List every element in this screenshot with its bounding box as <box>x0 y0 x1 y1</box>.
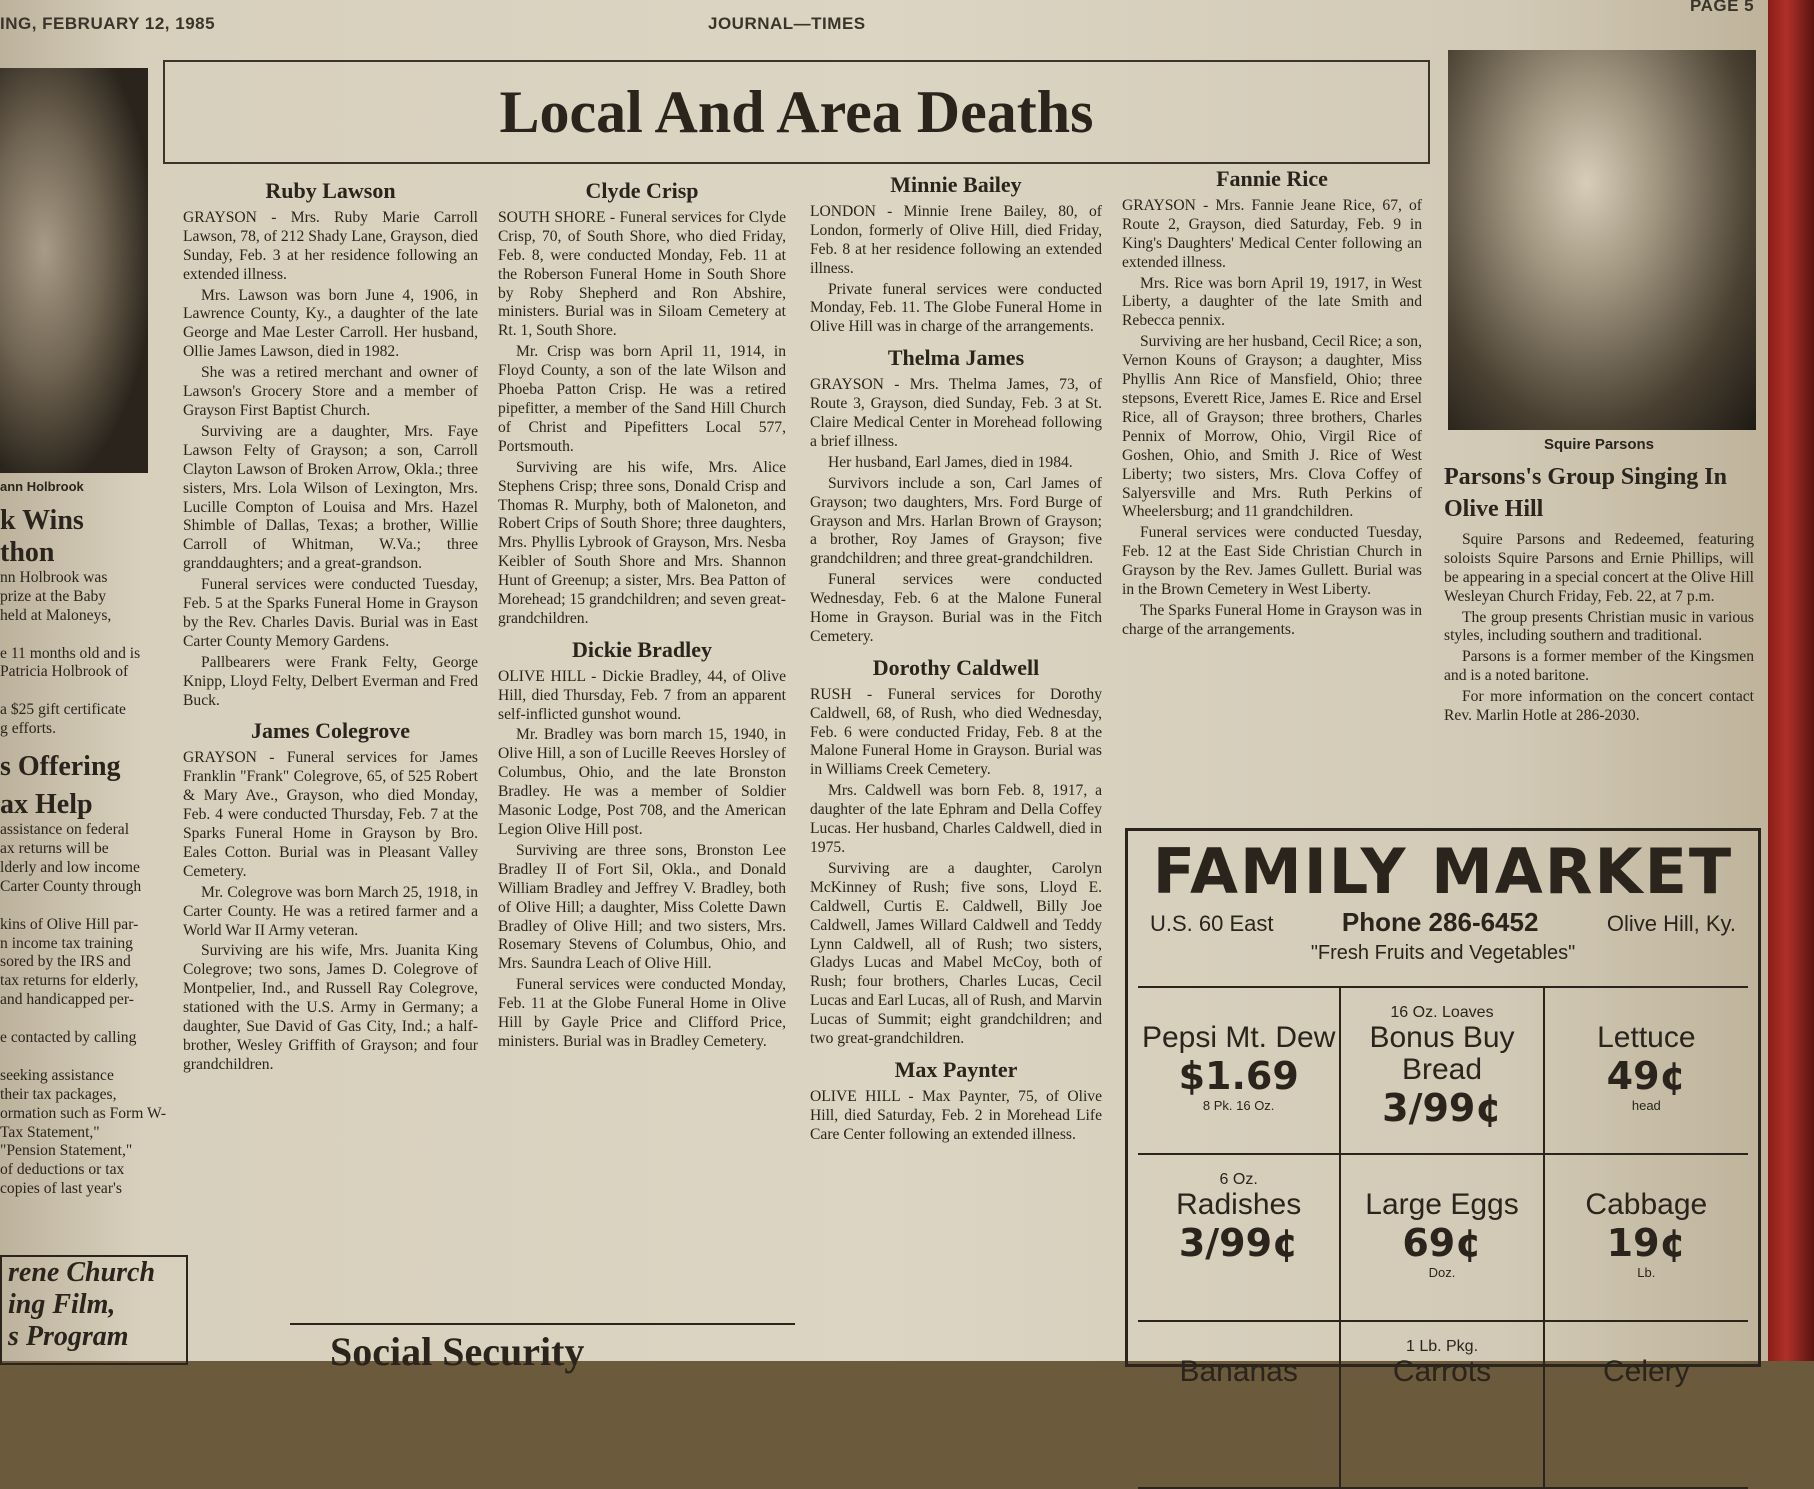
baby-photo <box>0 68 148 473</box>
ad-price-grid <box>1138 986 1748 1489</box>
story-line: tax returns for elderly, <box>0 972 139 990</box>
price-cell <box>1341 988 1544 1155</box>
family-market-ad <box>1125 828 1761 1388</box>
obituary-paragraph: Surviving are three sons, Bronston Lee Bradley II of Fort Sil, Okla., and Donald William Bradley and Jeffrey V. Bradley, both of Olive Hill; a daughter, Miss Colette Dawn Bradley of Olive Hill; and two sisters, Mrs. Rosemary Stevens of Columbus, Ohio, and Mrs. Saundra Leach of Olive Hill. <box>498 841 786 973</box>
header-date: ING, FEBRUARY 12, 1985 <box>0 14 216 33</box>
obituary-paragraph: GRAYSON - Funeral services for James Franklin "Frank" Colegrove, 65, of 525 Robert & Mary Ave., Grayson, who died Monday, Feb. 4 were conducted Thursday, Feb. 7 at the Sparks Funeral Home in Grayson by Bro. Eales Cotton. Burial was in Pleasant Valley Cemetery. <box>183 749 478 880</box>
item-name: Carrots <box>1392 1355 1492 1388</box>
obituary-column-2 <box>498 176 786 1054</box>
obituary-column-3 <box>810 170 1102 1147</box>
item-size <box>1545 1171 1748 1189</box>
obituary-paragraph: LONDON - Minnie Irene Bailey, 80, of London, formerly of Olive Hill, died Friday, Feb. 8 at her residence following an extended illness. <box>810 202 1102 277</box>
boxed-headline-line: s Program <box>8 1321 129 1352</box>
squire-parsons-photo <box>1448 50 1756 430</box>
price-cell <box>1341 1322 1544 1489</box>
item-note <box>1138 1432 1339 1447</box>
price-cell <box>1341 1155 1544 1322</box>
obituary-column-4 <box>1122 164 1422 642</box>
story-line <box>0 897 175 916</box>
obituary-paragraph: Funeral services were conducted Tuesday, Feb. 5 at the Sparks Funeral Home in Grayson by the Rev. Charles Davis. Burial was in East Carter County Memory Gardens. <box>183 576 478 650</box>
obituary-paragraph: Surviving are her husband, Cecil Rice; a son, Vernon Kouns of Grayson; a daughter, Miss Phyllis Ann Rice of Mansfield, Ohio; three stepsons, Everett Rice, James E. Rice and Ersel Rice, all of Grayson; three brothers, Charles Pennix of Morrow, Ohio, Virgil Rice of Goshen, Ohio, and Smith J. Rice of West Liberty; two sisters, Mrs. Clova Coffey of Salyersville and Mrs. Ruth Perkins of Wheelersburg; and 11 grandchildren. <box>1122 333 1422 521</box>
page-edge <box>1768 0 1814 1361</box>
story-line: lderly and low income <box>0 858 140 876</box>
item-price: 3/99¢ <box>1178 1221 1299 1265</box>
item-size: 1 Lb. Pkg. <box>1405 1338 1479 1355</box>
obituary-name: Ruby Lawson <box>265 178 396 203</box>
item-size: 6 Oz. <box>1219 1171 1258 1188</box>
story-line: n income tax training <box>0 934 133 952</box>
boxed-headline-line: rene Church <box>8 1257 156 1288</box>
item-name: Pepsi Mt. Dew <box>1141 1021 1336 1054</box>
item-price: 19¢ <box>1606 1221 1686 1265</box>
ad-address: U.S. 60 East <box>1150 911 1274 936</box>
obituary <box>1122 166 1422 640</box>
story-line: seeking assistance <box>0 1066 114 1084</box>
headline: thon <box>0 536 55 568</box>
obituary-name: Thelma James <box>887 345 1025 371</box>
story-line: their tax packages, <box>0 1085 117 1103</box>
story-headline: Parsons's Group Singing In Olive Hill <box>1444 463 1727 522</box>
story-line: kins of Olive Hill par- <box>0 915 139 933</box>
item-note: Lb. <box>1637 1265 1656 1280</box>
obituary-paragraph: Mr. Crisp was born April 11, 1914, in Floyd County, a son of the late Wilson and Phoeba Patton Crisp. He was a retired pipefitter, a member of the Sand Hill Church of Christ and Pipefitters Local 577, Portsmouth. <box>498 343 786 455</box>
obituary <box>810 1056 1102 1145</box>
obituary <box>810 654 1102 1049</box>
obituary-paragraph: Mr. Bradley was born march 15, 1940, in Olive Hill, a son of Lucille Reeves Horsley of Columbus, Ohio, and the late Bronston Bradley. He was a member of Soldier Masonic Lodge, Post 708, and the American Legion Olive Hill post. <box>498 726 786 838</box>
headline: ax Help <box>0 789 93 821</box>
item-price <box>1138 1388 1339 1432</box>
item-note <box>1138 1265 1339 1280</box>
story-body <box>1444 531 1754 726</box>
price-cell <box>1138 1155 1341 1322</box>
item-name: Radishes <box>1176 1188 1302 1221</box>
item-size <box>1138 1004 1339 1022</box>
item-name: Large Eggs <box>1365 1188 1519 1221</box>
header-paper-name: JOURNAL—TIMES <box>708 14 866 33</box>
story-line: ormation such as Form W- <box>0 1104 167 1122</box>
obituary-name: Dickie Bradley <box>572 636 712 662</box>
headline: k Wins <box>0 504 84 536</box>
obituary-paragraph: Her husband, Earl James, died in 1984. <box>828 453 1073 471</box>
divider <box>290 1323 795 1325</box>
ad-phone: Phone 286-6452 <box>1341 907 1539 937</box>
item-name: Lettuce <box>1597 1021 1696 1054</box>
price-cell <box>1545 1322 1748 1489</box>
item-price: 49¢ <box>1606 1054 1686 1098</box>
headline: s Offering <box>0 751 121 783</box>
story-line: "Pension Statement," <box>0 1142 133 1160</box>
item-price: $1.69 <box>1178 1054 1299 1098</box>
obituary-paragraph: Surviving are a daughter, Carolyn McKinney of Rush; five sons, Lloyd E. Caldwell, Curtis E. Caldwell, Billy Joe Caldwell, James Willard Caldwell and Teddy Lynn Caldwell, all of Rush; two sisters, Gladys Lucas and Mabel McCoy, both of Rush; four brothers, Charles Lucas, Cecil Lucas and Earl Lucas, all of Rush, and Marvin Lucas of Summit; eight grandchildren; and two great-grandchildren. <box>810 859 1102 1048</box>
item-size <box>1341 1171 1542 1189</box>
obituary-paragraph: SOUTH SHORE - Funeral services for Clyde Crisp, 70, of South Shore, who died Friday, Feb. 8, were conducted Monday, Feb. 11 at the Roberson Funeral Home in South Shore by Roby Shepherd and Ron Abshire, ministers. Burial was in Siloam Cemetery at Rt. 1, South Shore. <box>498 208 786 340</box>
obituary-column-1 <box>183 176 478 1077</box>
parsons-story <box>1444 436 1754 728</box>
story-text <box>0 821 175 1199</box>
story-line: of deductions or tax <box>0 1161 125 1179</box>
obituary-paragraph: Mrs. Rice was born April 19, 1917, in West Liberty, a daughter of the late Smith and Rebecca pennix. <box>1122 274 1422 330</box>
story-line <box>0 626 175 645</box>
story-line: e 11 months old and is <box>0 644 141 662</box>
obituary-paragraph: Funeral services were conducted Tuesday, Feb. 12 at the East Side Christian Church in Grayson by the Rev. James Gullett. Burial was in the Brown Cemetery in West Liberty. <box>1122 524 1422 599</box>
story-line: g efforts. <box>0 720 57 738</box>
obituary-paragraph: OLIVE HILL - Dickie Bradley, 44, of Olive Hill, died Thursday, Feb. 7 from an apparent self-inflicted gunshot wound. <box>498 667 786 723</box>
photo-caption: Squire Parsons <box>1543 436 1655 453</box>
obituary-paragraph: Pallbearers were Frank Felty, George Knipp, Lloyd Felty, Delbert Everman and Fred Buck. <box>183 653 478 709</box>
story-text <box>0 569 175 739</box>
item-note <box>1545 1432 1748 1447</box>
story-line: a $25 gift certificate <box>0 701 126 719</box>
story-paragraph: For more information on the concert contact Rev. Marlin Hotle at 286-2030. <box>1444 688 1754 725</box>
story-line: prize at the Baby <box>0 587 107 605</box>
header-page-number: PAGE 5 <box>1690 0 1755 15</box>
story-line: copies of last year's <box>0 1180 122 1198</box>
obituary-paragraph: Surviving are his wife, Mrs. Alice Stephens Crisp; three sons, Donald Crisp and Thomas R. Murphy, both of Maloneton, and Robert Crips of South Shore; three daughters, Mrs. Phyllis Lybrook of Grayson, Mrs. Nesba Keibler of South Shore and Mrs. Shannon Hunt of Greenup; a sister, Mrs. Bea Patton of Morehead; 15 grandchildren; and seven great-grandchildren. <box>498 458 786 627</box>
obituary <box>498 636 786 1052</box>
obituary-paragraph: Surviving are a daughter, Mrs. Faye Lawson Felty of Grayson; a son, Carroll Clayton Lawson of Broken Arrow, Okla.; three sisters, Mrs. Lola Wilson of Lexington, Mrs. Lucille Compton of Louisa and Mrs. Hazel Shimble of Dallas, Texas; a brother, Willie Carroll of Whitman, W.Va.; three granddaughters; and a great-grandson. <box>183 422 478 573</box>
story-line: e contacted by calling <box>0 1029 137 1047</box>
story-paragraph: Squire Parsons and Redeemed, featuring soloists Squire Parsons and Ernie Phillips, will be appearing in a special concert at the Olive Hill Wesleyan Church Friday, Feb. 22, at 7 p.m. <box>1444 530 1754 605</box>
obituary-name: Minnie Bailey <box>890 172 1022 197</box>
obituary-paragraph: Funeral services were conducted Monday, Feb. 11 at the Globe Funeral Home in Olive Hill by Gayle Price and Clifford Price, ministers. Burial was in Bradley Cemetery. <box>498 976 786 1050</box>
obituary-paragraph: Mrs. Lawson was born June 4, 1906, in Lawrence County, Ky., a daughter of the late George and Mae Lester Carroll. Her husband, Ollie James Lawson, died in 1982. <box>183 286 478 361</box>
item-name: Celery <box>1602 1355 1690 1388</box>
photo-caption: ann Holbrook <box>0 479 84 494</box>
obituary <box>498 178 786 629</box>
ad-tagline: "Fresh Fruits and Vegetables" <box>1310 942 1576 964</box>
story-line: Patricia Holbrook of <box>0 663 129 681</box>
obituary-paragraph: RUSH - Funeral services for Dorothy Caldwell, 68, of Rush, who died Wednesday, Feb. 6 were conducted Friday, Feb. 8 at the Malone Funeral Home in Grayson. Burial was in Williams Creek Cemetery. <box>810 685 1102 779</box>
story-line: Carter County through <box>0 877 142 895</box>
obituary-paragraph: Mr. Colegrove was born March 25, 1918, in Carter County. He was a retired farmer and a World War II Army veteran. <box>183 883 478 939</box>
obituary-paragraph: She was a retired merchant and owner of Lawson's Grocery Store and a member of Grayson First Baptist Church. <box>183 364 478 419</box>
item-size: 16 Oz. Loaves <box>1390 1004 1494 1021</box>
obituary <box>183 718 478 1074</box>
story-line <box>0 1010 175 1029</box>
item-note: head <box>1631 1098 1661 1113</box>
item-size <box>1545 1004 1748 1022</box>
obituary-name: Clyde Crisp <box>585 178 699 203</box>
story-line: and handicapped per- <box>0 991 134 1009</box>
obituary-paragraph: GRAYSON - Mrs. Fannie Jeane Rice, 67, of Route 2, Grayson, died Saturday, Feb. 9 in King's Daughters' Medical Center following an extended illness. <box>1122 196 1422 271</box>
item-size <box>1545 1338 1748 1356</box>
price-cell <box>1545 988 1748 1155</box>
story-line <box>0 682 175 701</box>
item-price <box>1341 1388 1542 1432</box>
obituary-paragraph: GRAYSON - Mrs. Ruby Marie Carroll Lawson, 78, of 212 Shady Lane, Grayson, died Sunday, Feb. 3 at her residence following an extended illness. <box>183 208 478 283</box>
obituary-paragraph: Mrs. Caldwell was born Feb. 8, 1917, a daughter of the late Ephram and Della Coffey Lucas. Her husband, Charles Caldwell, died in 1975. <box>810 782 1102 856</box>
obituary-paragraph: Private funeral services were conducted Monday, Feb. 11. The Globe Funeral Home in Olive Hill was in charge of the arrangements. <box>810 280 1102 336</box>
obituary <box>183 178 478 710</box>
item-note: 8 Pk. 16 Oz. <box>1202 1098 1275 1113</box>
item-name: Cabbage <box>1585 1188 1708 1221</box>
story-line: sored by the IRS and <box>0 953 131 971</box>
obituary-paragraph: Funeral services were conducted Wednesday, Feb. 6 at the Malone Funeral Home in Grayson. Burial was in the Fitch Cemetery. <box>810 571 1102 645</box>
obituary <box>810 172 1102 337</box>
price-cell <box>1138 1322 1341 1489</box>
obituary-paragraph: OLIVE HILL - Max Paynter, 75, of Olive Hill, died Saturday, Feb. 2 in Morehead Life Care Center following an extended illness. <box>810 1087 1102 1143</box>
obituary-name: Max Paynter <box>894 1056 1018 1082</box>
boxed-headline <box>0 1255 188 1365</box>
obituary-name: Dorothy Caldwell <box>872 654 1040 680</box>
item-note <box>1341 1432 1542 1447</box>
section-banner <box>163 60 1430 164</box>
obituary-name: Fannie Rice <box>1216 166 1328 191</box>
price-cell <box>1545 1155 1748 1322</box>
left-column <box>0 60 175 1361</box>
item-price <box>1545 1388 1748 1432</box>
story-paragraph: Parsons is a former member of the Kingsmen and is a noted baritone. <box>1444 648 1754 685</box>
obituary-paragraph: GRAYSON - Mrs. Thelma James, 73, of Route 3, Grayson, died Sunday, Feb. 3 at St. Claire Medical Center in Morehead following a brief illness. <box>810 376 1102 450</box>
obituary-name: James Colegrove <box>250 718 411 744</box>
item-note <box>1341 1130 1542 1145</box>
bottom-headline: Social Security <box>330 1329 585 1374</box>
story-line: Tax Statement," <box>0 1123 100 1141</box>
obituary-paragraph: Surviving are his wife, Mrs. Juanita King Colegrove; two sons, James D. Colegrove of Montpelier, Ind., and Russell Ray Colegrove, stationed with the U.S. Army in Germany; a daughter, Sue David of Gas City, Ind.; a half-brother, Wesley Griffith of Grayson; and four grandchildren. <box>183 942 478 1073</box>
story-line <box>0 1048 175 1067</box>
obituary-paragraph: Survivors include a son, Carl James of Grayson; two daughters, Mrs. Ford Burge of Grayson and Mrs. Harlan Brown of Grayson; a brother, Roy James of Grayson; five grandchildren; and three great-grandchildren. <box>810 474 1102 568</box>
boxed-headline-line: ing Film, <box>8 1289 116 1320</box>
item-size <box>1138 1338 1339 1356</box>
story-line: nn Holbrook was <box>0 568 108 586</box>
ad-city: Olive Hill, Ky. <box>1606 911 1736 936</box>
item-note: Doz. <box>1428 1265 1456 1280</box>
ad-title: FAMILY MARKET <box>1152 835 1734 908</box>
story-paragraph: The group presents Christian music in various styles, including southern and traditional. <box>1444 608 1754 645</box>
section-title: Local And Area Deaths <box>499 79 1094 145</box>
item-price: 3/99¢ <box>1382 1086 1502 1130</box>
item-price: 69¢ <box>1402 1221 1482 1265</box>
obituary-paragraph: The Sparks Funeral Home in Grayson was in charge of the arrangements. <box>1122 601 1422 638</box>
item-name: Bonus Buy Bread <box>1369 1021 1515 1086</box>
story-line: assistance on federal <box>0 821 130 839</box>
price-cell <box>1138 988 1341 1155</box>
item-name: Bananas <box>1179 1355 1298 1388</box>
story-line: ax returns will be <box>0 839 109 857</box>
obituary <box>810 345 1102 647</box>
story-line: held at Maloneys, <box>0 606 112 624</box>
